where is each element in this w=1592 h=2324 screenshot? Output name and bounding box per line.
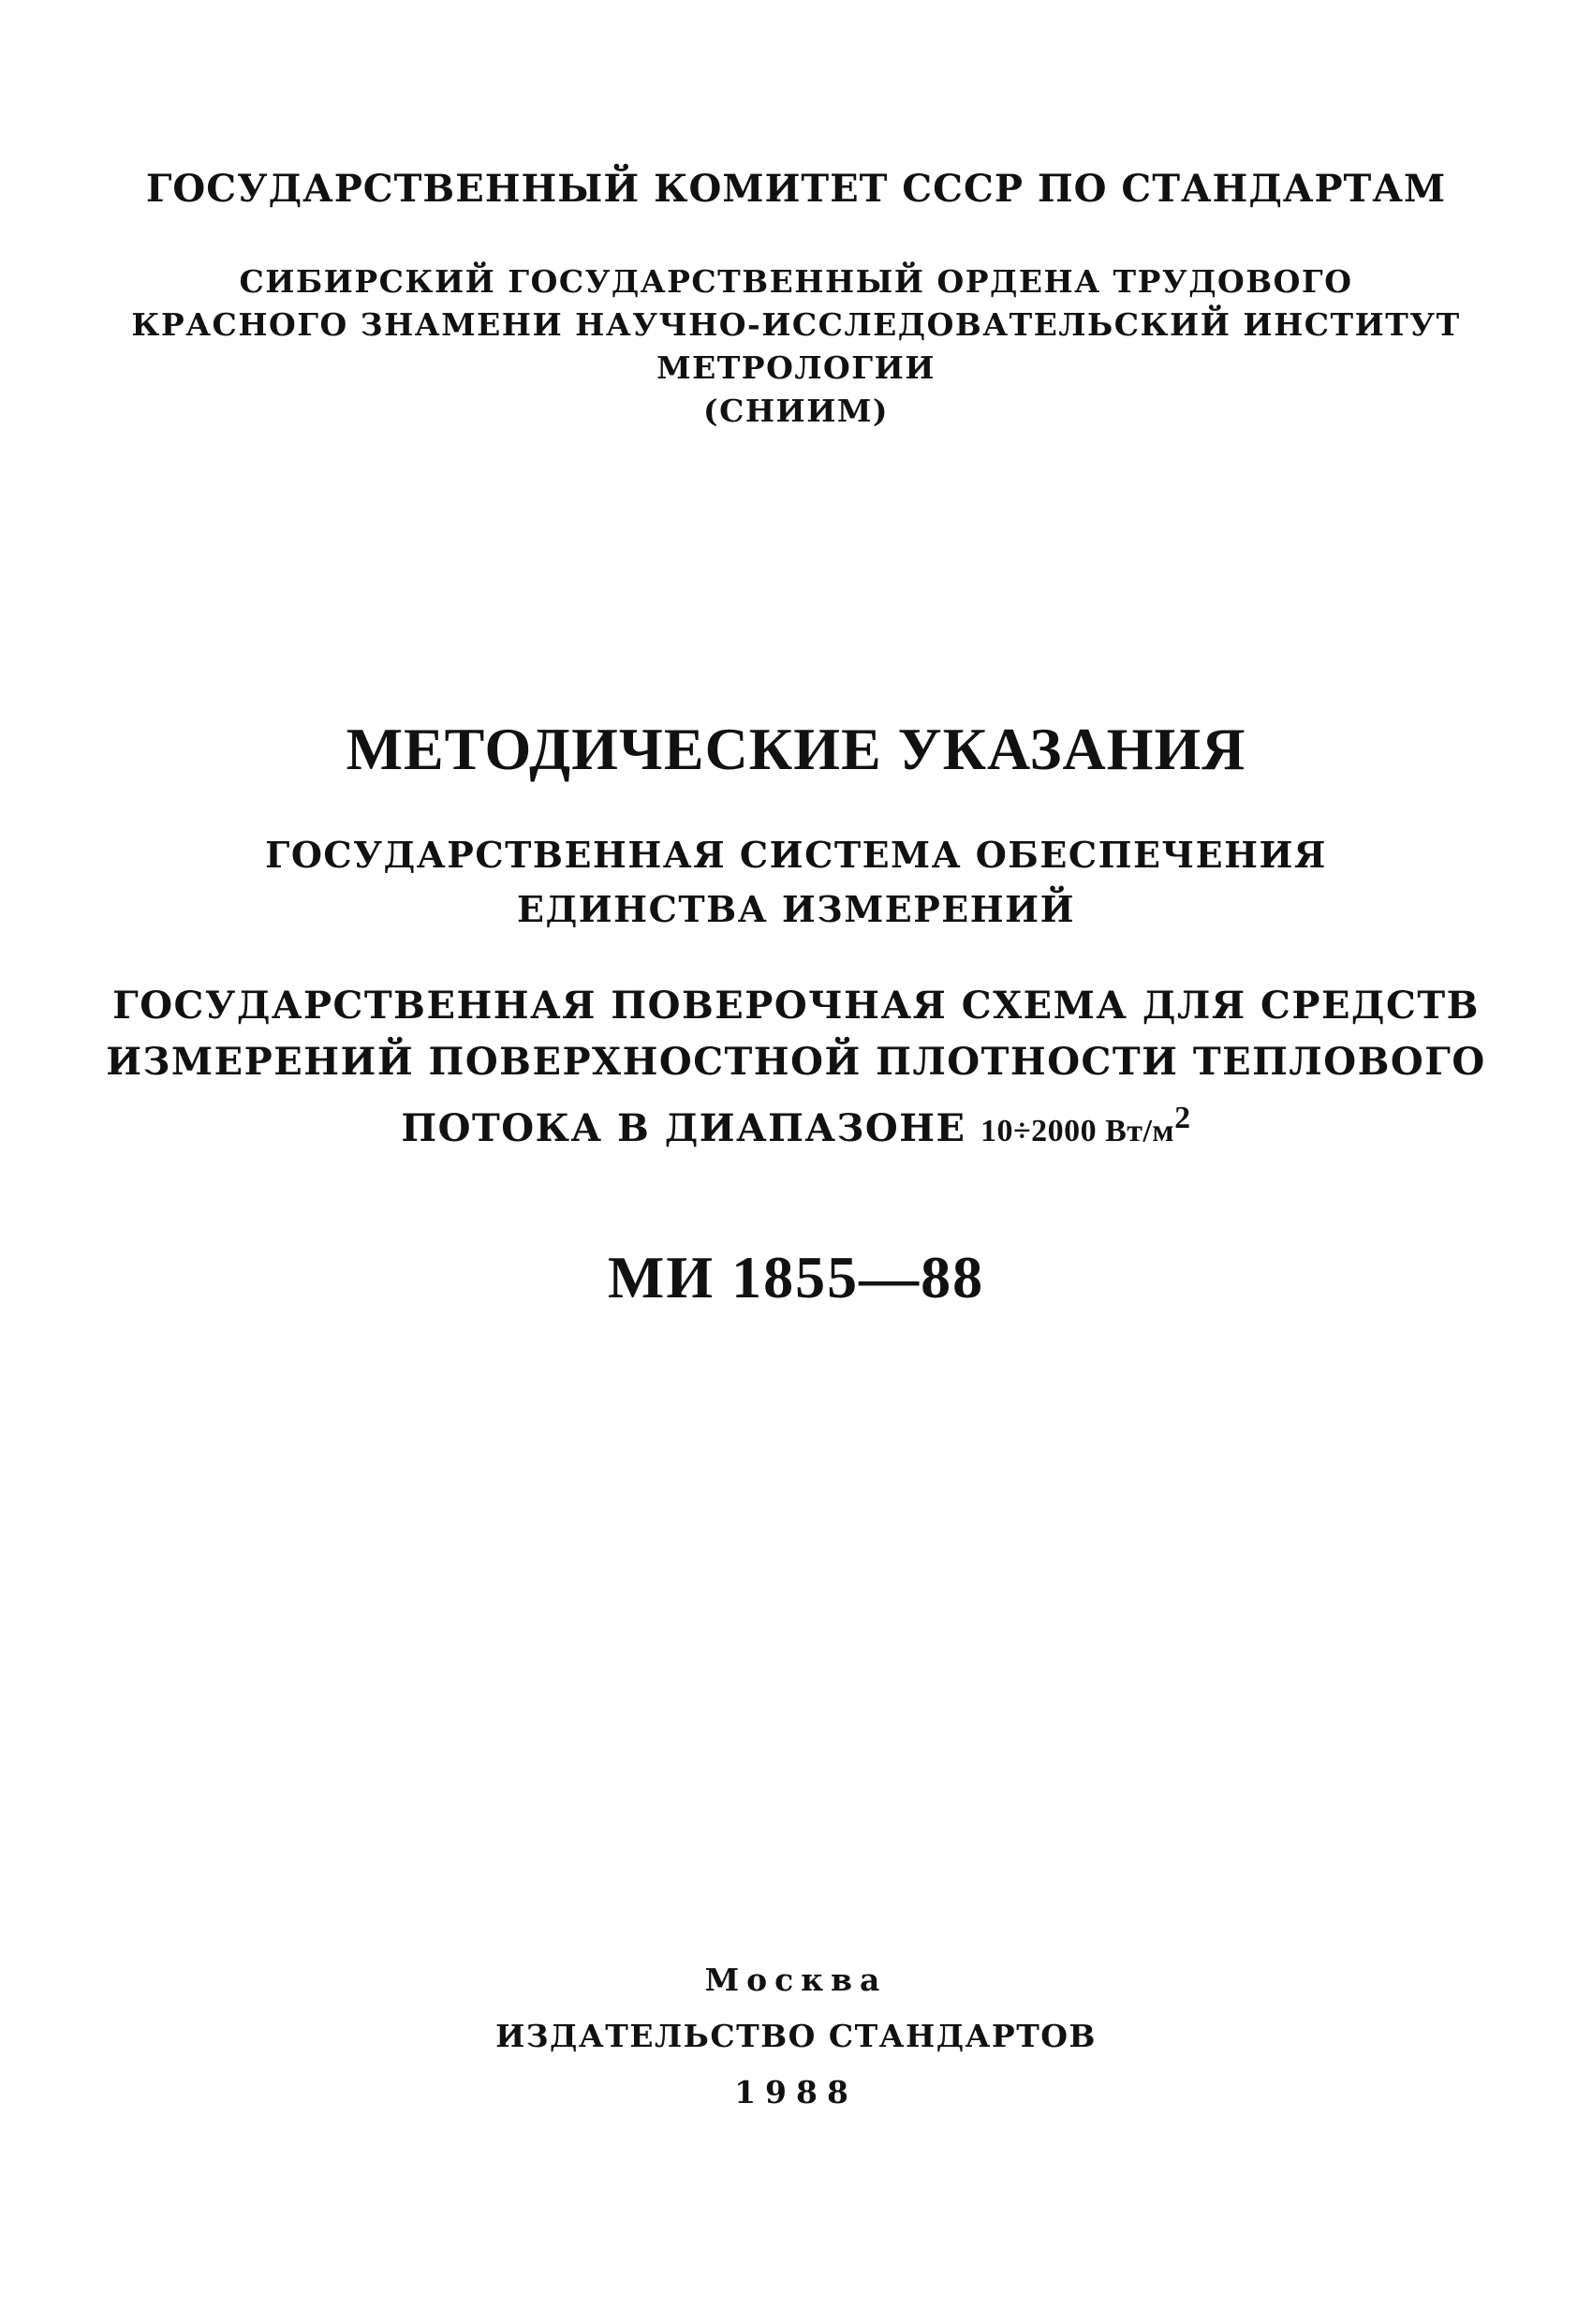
institute-abbreviation: (СНИИМ)	[702, 392, 890, 429]
institute-line-3: МЕТРОЛОГИИ	[656, 349, 936, 386]
scheme-line-1: ГОСУДАРСТВЕННАЯ ПОВЕРОЧНАЯ СХЕМА ДЛЯ СРЕДСТВ	[112, 984, 1480, 1028]
imprint-publisher: ИЗДАТЕЛЬСТВО СТАНДАРТОВ	[495, 2018, 1097, 2054]
document-type: МЕТОДИЧЕСКИЕ УКАЗАНИЯ	[346, 716, 1246, 782]
document-code: МИ 1855—88	[607, 1244, 985, 1310]
scheme-line-3-text: ПОТОКА В ДИАПАЗОНЕ	[401, 1106, 980, 1150]
system-line-2: ЕДИНСТВА ИЗМЕРЕНИЙ	[517, 888, 1075, 930]
document-type-title	[0, 714, 1592, 785]
committee-header	[0, 167, 1592, 212]
range-exponent: 2	[1174, 1101, 1191, 1135]
document-code-block	[0, 1242, 1592, 1313]
committee-name: ГОСУДАРСТВЕННЫЙ КОМИТЕТ СССР ПО СТАНДАРТАМ	[145, 167, 1447, 211]
measurement-range: 10÷2000 Вт/м	[980, 1114, 1175, 1148]
scheme-line-2: ИЗМЕРЕНИЙ ПОВЕРХНОСТНОЙ ПЛОТНОСТИ ТЕПЛОВОГО	[106, 1040, 1486, 1084]
scheme-title	[0, 978, 1592, 1160]
institute-block	[0, 260, 1592, 433]
imprint-city: Москва	[704, 1961, 888, 1998]
scheme-line-3	[0, 1090, 1592, 1160]
system-subtitle	[0, 828, 1592, 937]
system-line-1: ГОСУДАРСТВЕННАЯ СИСТЕМА ОБЕСПЕЧЕНИЯ	[265, 834, 1327, 876]
imprint-year: 1988	[734, 2074, 858, 2110]
imprint-block	[0, 1952, 1592, 2121]
institute-line-1: СИБИРСКИЙ ГОСУДАРСТВЕННЫЙ ОРДЕНА ТРУДОВОГО	[239, 263, 1353, 300]
institute-line-2: КРАСНОГО ЗНАМЕНИ НАУЧНО-ИССЛЕДОВАТЕЛЬСКИЙ ИНСТИТУТ	[131, 306, 1461, 343]
